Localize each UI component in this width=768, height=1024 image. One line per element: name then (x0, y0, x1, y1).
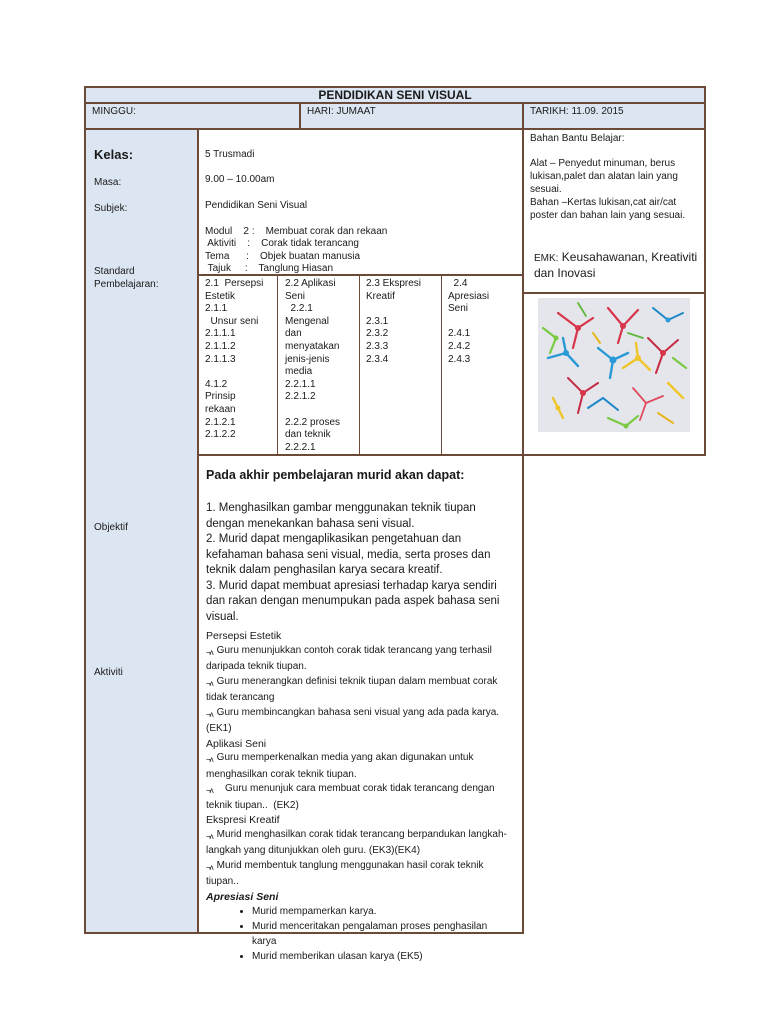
list-item: • Murid memberikan ulasan karya (EK5) (252, 949, 514, 964)
standard-label: Standard (94, 266, 135, 277)
activity-item: $_{\neg ᴧ}$ Guru menunjuk cara membuat corak tidak terancang dengan teknik tiupan.. (EK2) (206, 783, 498, 811)
arrow-icon: ¬ᴧ (206, 862, 213, 872)
arrow-icon: ¬ᴧ (206, 831, 213, 841)
arrow-icon: ¬ᴧ (206, 647, 213, 657)
aktiviti-label: Aktiviti (94, 667, 123, 678)
objektif-item: 2. Murid dapat mengaplikasikan pengetahuan dan kefahaman bahasa seni visual, media, serta proses dan teknik dalam penghasilan karya secara kreatif. (206, 533, 491, 576)
tema-line: Tema : Objek buatan manusia (205, 251, 361, 262)
bbb-bahan: Bahan –Kertas lukisan,cat air/cat poster dan bahan lain yang sesuai. (530, 197, 686, 221)
hari-label: HARI: JUMAAT (307, 106, 376, 117)
aplikasi-heading: Aplikasi Seni (206, 737, 267, 750)
label-column (84, 128, 199, 934)
apresiasi-heading: Apresiasi Seni (206, 890, 279, 903)
aktiviti-line: Aktiviti : Corak tidak terancang (205, 238, 359, 249)
emk-prefix: EMK: (534, 253, 559, 264)
tarikh-cell (522, 102, 706, 130)
objektif-heading: Pada akhir pembelajaran murid akan dapat: (206, 468, 465, 482)
content-cell (197, 454, 524, 962)
list-item: • Murid menceritakan pengalaman proses penghasilan karya (252, 919, 514, 949)
arrow-icon: ¬ᴧ (206, 678, 213, 688)
masa-label: Masa: (94, 177, 122, 188)
tajuk-line: Tajuk : Tanglung Hiasan (205, 263, 334, 274)
emk-text: Keusahawanan, Kreativiti dan Inovasi (534, 250, 698, 280)
minggu-label: MINGGU: (92, 106, 136, 117)
bbb-alat: Alat – Penyedut minuman, berus lukisan,palet dan alatan lain yang sesuai. (530, 158, 678, 195)
page-title: PENDIDIKAN SENI VISUAL (318, 88, 472, 102)
pembelajaran-label: Pembelajaran: (94, 279, 159, 290)
artwork-photo (538, 298, 690, 432)
objektif-list (206, 501, 506, 625)
objektif-label: Objektif (94, 522, 128, 533)
modul-line: Modul 2 : Membuat corak dan rekaan (205, 226, 388, 237)
subjek-label: Subjek: (94, 203, 128, 214)
objektif-item: 3. Murid dapat membuat apresiasi terhadap karya sendiri dan rakan dengan menumpukan pada aspek bahasa seni visual. (206, 579, 500, 623)
image-cell (522, 292, 706, 456)
apresiasi-list (206, 904, 514, 964)
standard-apresiasi: 2.4 Apresiasi Seni 2.4.1 2.4.2 2.4.3 (448, 278, 490, 365)
arrow-icon: ¬ᴧ (206, 755, 213, 764)
tarikh-label: TARIKH: 11.09. 2015 (530, 106, 624, 117)
subjek-value: Pendidikan Seni Visual (205, 200, 308, 211)
standard-ekspresi: 2.3 Ekspresi Kreatif 2.3.1 2.3.2 2.3.3 2.3.4 (366, 278, 422, 365)
bbb-title: Bahan Bantu Belajar: (530, 133, 625, 144)
persepsi-heading: Persepsi Estetik (206, 630, 282, 642)
hari-cell (299, 102, 524, 130)
masa-value: 9.00 – 10.00am (205, 174, 275, 185)
arrow-icon: ¬ᴧ (206, 786, 213, 795)
bbb-cell (522, 128, 706, 294)
activity-item: $_{\neg ᴧ}$ Murid membentuk tanglung menggunakan hasil corak teknik tiupan.. (206, 859, 484, 887)
objektif-item: 1. Menghasilkan gambar menggunakan teknik tiupan dengan menekankan bahasa seni visual. (206, 502, 476, 530)
standard-persepsi: 2.1 Persepsi Estetik 2.1.1 Unsur seni 2.1.1.1 2.1.1.2 2.1.1.3 4.1.2 Prinsip rekaan 2.1.2.1 2.1.2.2 (205, 278, 264, 441)
minggu-cell (84, 102, 301, 130)
emk-line (534, 250, 702, 281)
activity-item: $_{\neg ᴧ}$ Guru memperkenalkan media yang akan digunakan untuk menghasilkan corak teknik tiupan. (206, 752, 474, 780)
standards-cell (197, 274, 524, 456)
activity-item: $_{\neg ᴧ}$ Guru membincangkan bahasa seni visual yang ada pada karya. (EK1) (206, 706, 500, 734)
arrow-icon: ¬ᴧ (206, 709, 213, 719)
activity-item: $_{\neg ᴧ}$ Guru menunjukkan contoh corak tidak terancang yang terhasil daripada teknik tiupan. (206, 644, 492, 672)
kelas-value: 5 Trusmadi (205, 149, 255, 160)
standard-aplikasi: 2.2 Aplikasi Seni 2.2.1 Mengenal dan menyatakan jenis-jenis media 2.2.1.1 2.2.1.2 2.2.2 proses dan teknik 2.2.2.1 (285, 278, 341, 453)
list-item: • Murid mempamerkan karya. (252, 904, 514, 919)
kelas-label: Kelas: (94, 147, 134, 162)
details-cell (197, 128, 524, 276)
ekspresi-heading: Ekspresi Kreatif (206, 814, 280, 826)
activity-item: $_{\neg ᴧ}$ Murid menghasilkan corak tidak terancang berpandukan langkah-langkah yang ditunjukkan oleh guru. (EK3)(EK4) (206, 828, 507, 856)
activity-item: $_{\neg ᴧ}$ Guru menerangkan definisi teknik tiupan dalam membuat corak tidak terancang (206, 675, 498, 703)
aktiviti-section (206, 629, 514, 964)
